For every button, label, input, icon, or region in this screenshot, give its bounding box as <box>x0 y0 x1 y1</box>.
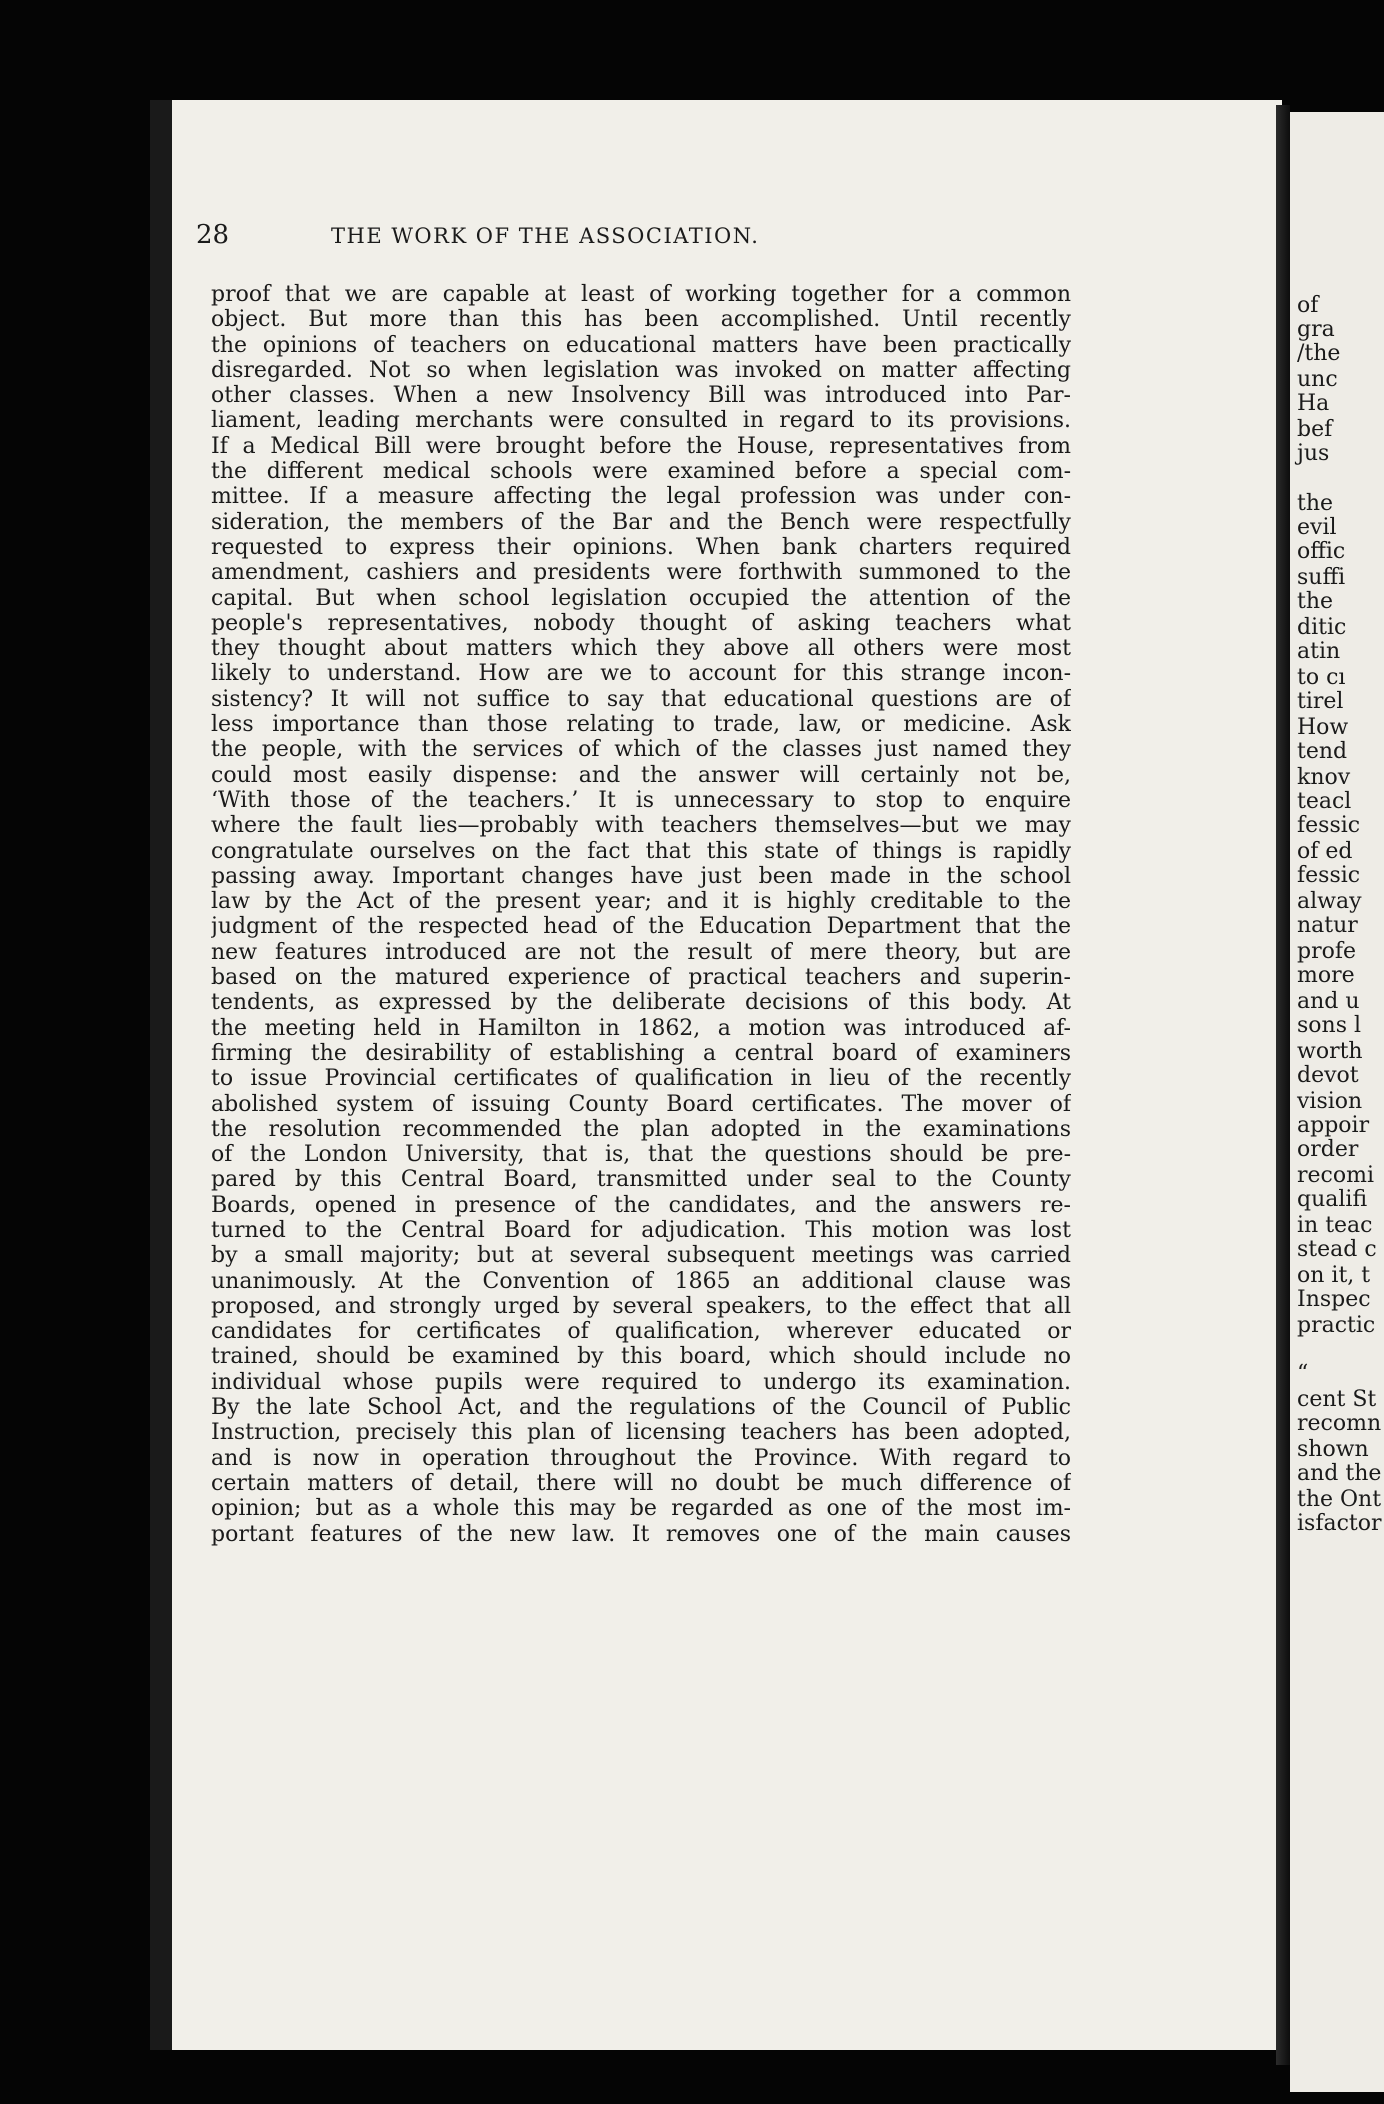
text-line: and is now in operation throughout the Province. With regard to <box>211 1445 1071 1471</box>
running-head: THE WORK OF THE ASSOCIATION. <box>331 224 760 248</box>
right-page-fragment: in teac <box>1297 1213 1373 1238</box>
text-line: less importance than those relating to trade, law, or medicine. Ask <box>211 712 1071 738</box>
right-page-fragment: suffi <box>1297 565 1346 590</box>
text-line: the people, with the services of which of the classes just named they <box>211 737 1071 763</box>
text-line: the meeting held in Hamilton in 1862, a motion was introduced af- <box>211 1015 1071 1041</box>
text-line: by a small majority; but at several subsequent meetings was carried <box>211 1243 1071 1269</box>
text-line: proof that we are capable at least of working together for a common <box>211 282 1071 307</box>
right-page-fragment: ditic <box>1297 615 1347 640</box>
right-page-fragment: offic <box>1297 539 1346 564</box>
right-page-fragment: of <box>1297 293 1319 318</box>
text-line: the different medical schools were examined before a special com- <box>211 459 1071 485</box>
right-page-fragment: and u <box>1297 989 1360 1014</box>
text-line: turned to the Central Board for adjudication. This motion was lost <box>211 1217 1071 1243</box>
right-page-fragment: and the <box>1297 1461 1382 1486</box>
right-page-fragment: profe <box>1297 939 1357 964</box>
text-line: law by the Act of the present year; and it is highly creditable to the <box>211 889 1071 915</box>
text-line: the resolution recommended the plan adopted in the examinations <box>211 1116 1071 1142</box>
text-line: Boards, opened in presence of the candidates, and the answers re- <box>211 1192 1071 1218</box>
right-page-fragment: order <box>1297 1137 1359 1162</box>
right-page-fragment: knov <box>1297 765 1351 790</box>
right-page-fragment: stead c <box>1297 1237 1377 1262</box>
right-page-fragment: fessic <box>1297 813 1361 838</box>
text-line: to issue Provincial certificates of qualification in lieu of the recently <box>211 1066 1071 1092</box>
text-line: the opinions of teachers on educational matters have been practically <box>211 332 1071 358</box>
text-line: proposed, and strongly urged by several speakers, to the effect that all <box>211 1293 1071 1319</box>
text-line: based on the matured experience of practical teachers and superin- <box>211 965 1071 991</box>
text-line: of the London University, that is, that the questions should be pre- <box>211 1142 1071 1168</box>
right-page-fragment: cent St <box>1297 1387 1377 1412</box>
right-page-fragment: devot <box>1297 1063 1359 1088</box>
right-page-fragment: vision <box>1297 1089 1363 1114</box>
text-line: individual whose pupils were required to undergo its examination. <box>211 1369 1071 1395</box>
text-line: Instruction, precisely this plan of licensing teachers has been adopted, <box>211 1420 1071 1446</box>
right-page-fragment: tirel <box>1297 689 1344 714</box>
text-line: requested to express their opinions. When bank charters required <box>211 534 1071 560</box>
right-page-fragment: jus <box>1297 441 1330 466</box>
right-page-fragment: the <box>1297 589 1334 614</box>
text-line: congratulate ourselves on the fact that this state of things is rapidly <box>211 838 1071 864</box>
right-page-fragment: on it, t <box>1297 1263 1371 1288</box>
text-line: sistency? It will not suffice to say that educational questions are of <box>211 686 1071 712</box>
right-page-fragment: shown <box>1297 1437 1369 1462</box>
right-page-fragment: How <box>1297 715 1349 740</box>
right-page-fragment: the <box>1297 491 1334 516</box>
right-page-fragment: fessic <box>1297 863 1361 888</box>
text-line: tendents, as expressed by the deliberate decisions of this body. At <box>211 990 1071 1016</box>
right-page-fragment: more <box>1297 963 1355 988</box>
right-page-fragment: /the <box>1297 341 1341 366</box>
right-page-fragment: bef <box>1297 417 1333 442</box>
text-line: sideration, the members of the Bar and the Bench were respectfully <box>211 509 1071 535</box>
text-line: opinion; but as a whole this may be regarded as one of the most im- <box>211 1496 1071 1522</box>
text-line: abolished system of issuing County Board certificates. The mover of <box>211 1091 1071 1117</box>
right-page-fragment: sons l <box>1297 1013 1362 1038</box>
text-line: judgment of the respected head of the Education Department that the <box>211 914 1071 940</box>
right-page-fragment: evil <box>1297 515 1337 540</box>
text-line: firming the desirability of establishing a central board of examiners <box>211 1040 1071 1066</box>
right-page-fragment: teacl <box>1297 789 1352 814</box>
text-line: they thought about matters which they above all others were most <box>211 636 1071 662</box>
right-page-fragment: alway <box>1297 889 1362 914</box>
page-header <box>196 220 1096 260</box>
text-line: people's representatives, nobody thought of asking teachers what <box>211 610 1071 636</box>
right-page-fragment: unc <box>1297 367 1338 392</box>
book-gutter <box>1276 105 1290 2065</box>
right-page-fragment: qualifi <box>1297 1187 1368 1212</box>
text-line: disregarded. Not so when legislation was invoked on matter affecting <box>211 357 1071 383</box>
text-line: where the fault lies—probably with teachers themselves—but we may <box>211 813 1071 839</box>
right-page-fragment: isfactor <box>1297 1511 1382 1536</box>
right-page-fragment: worth <box>1297 1039 1363 1064</box>
text-line: unanimously. At the Convention of 1865 an additional clause was <box>211 1268 1071 1294</box>
text-line: capital. But when school legislation occupied the attention of the <box>211 585 1071 611</box>
text-line: ‘With those of the teachers.’ It is unnecessary to stop to enquire <box>211 787 1071 813</box>
text-line: could most easily dispense: and the answer will certainly not be, <box>211 762 1071 788</box>
body-text <box>211 282 1071 1547</box>
text-line: other classes. When a new Insolvency Bill was introduced into Par- <box>211 383 1071 409</box>
right-page-fragment: gra <box>1297 317 1335 342</box>
right-page-fragment: recomi <box>1297 1163 1374 1188</box>
right-page-fragment: tend <box>1297 739 1348 764</box>
text-line: certain matters of detail, there will no doubt be much difference of <box>211 1470 1071 1496</box>
right-page-fragment: of ed <box>1297 839 1353 864</box>
page-number: 28 <box>196 220 230 250</box>
right-page-fragment: practic <box>1297 1313 1376 1338</box>
text-line: passing away. Important changes have just been made in the school <box>211 863 1071 889</box>
text-line: pared by this Central Board, transmitted under seal to the County <box>211 1167 1071 1193</box>
right-page-fragment: the Ont <box>1297 1487 1382 1512</box>
text-line: candidates for certificates of qualification, wherever educated or <box>211 1319 1071 1345</box>
text-line: By the late School Act, and the regulations of the Council of Public <box>211 1395 1071 1421</box>
text-line: mittee. If a measure affecting the legal profession was under con- <box>211 484 1071 510</box>
right-page-fragment: “ <box>1297 1361 1309 1386</box>
right-page-fragment: to cı <box>1297 665 1346 690</box>
right-page-fragment: recomn <box>1297 1411 1382 1436</box>
right-page-fragment: atin <box>1297 639 1341 664</box>
right-page-fragment: appoir <box>1297 1113 1370 1138</box>
text-line: trained, should be examined by this board, which should include no <box>211 1344 1071 1370</box>
right-page-fragment: Inspec <box>1297 1287 1371 1312</box>
text-line: liament, leading merchants were consulted in regard to its provisions. <box>211 408 1071 434</box>
right-page-fragment: natur <box>1297 913 1358 938</box>
text-line: object. But more than this has been accomplished. Until recently <box>211 307 1071 333</box>
text-line: portant features of the new law. It removes one of the main causes <box>211 1521 1071 1547</box>
text-line: If a Medical Bill were brought before the House, representatives from <box>211 433 1071 459</box>
text-line: likely to understand. How are we to account for this strange incon- <box>211 661 1071 687</box>
text-line: amendment, cashiers and presidents were forthwith summoned to the <box>211 560 1071 586</box>
right-page-fragment: Ha <box>1297 391 1330 416</box>
text-line: new features introduced are not the result of mere theory, but are <box>211 939 1071 965</box>
